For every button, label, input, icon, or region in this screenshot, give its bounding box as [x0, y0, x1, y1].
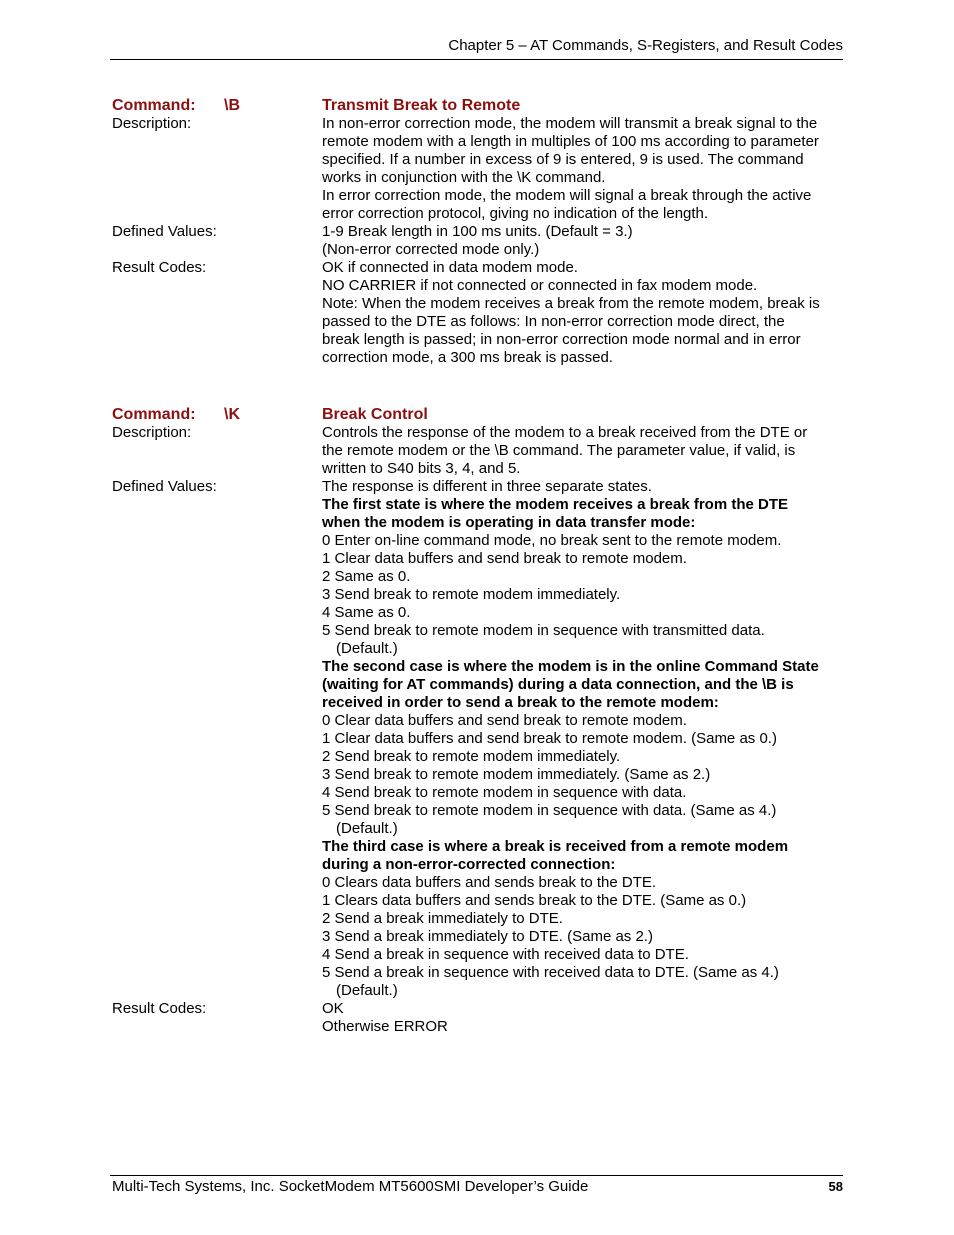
chapter-title: Chapter 5 – AT Commands, S-Registers, and Result Codes — [448, 37, 843, 54]
command-title: Break Control — [322, 406, 428, 423]
defined-values-text — [322, 478, 843, 1000]
list-item: 1 Clears data buffers and sends break to the DTE. (Same as 0.) — [322, 892, 747, 909]
list-item: 0 Enter on-line command mode, no break sent to the remote modem. — [322, 532, 782, 549]
description-label: Description: — [112, 424, 192, 441]
list-item: 2 Send break to remote modem immediately. — [322, 748, 621, 765]
text-line: remote modem with a length in multiples of 100 ms according to parameter — [322, 133, 819, 150]
header-divider — [110, 59, 843, 60]
text-line: works in conjunction with the \K command. — [322, 169, 606, 186]
defined-values-label: Defined Values: — [112, 478, 217, 495]
text-line: NO CARRIER if not connected or connected in fax modem mode. — [322, 277, 758, 294]
description-label: Description: — [112, 115, 192, 132]
list-item: 5 Send a break in sequence with received data to DTE. (Same as 4.) — [322, 964, 779, 981]
list-item: 5 Send break to remote modem in sequence with transmitted data. — [322, 622, 765, 639]
case-heading: The third case is where a break is received from a remote modem — [322, 838, 789, 855]
list-item: 5 Send break to remote modem in sequence with data. (Same as 4.) — [322, 802, 777, 819]
default-note: (Default.) — [336, 640, 398, 657]
text-line: error correction protocol, giving no indication of the length. — [322, 205, 709, 222]
defined-values-text — [322, 223, 843, 259]
footer-divider — [110, 1175, 843, 1176]
case-heading: (waiting for AT commands) during a data connection, and the \B is — [322, 676, 794, 693]
text-line: (Non-error corrected mode only.) — [322, 241, 540, 258]
result-codes-row — [112, 259, 843, 367]
page-number: 58 — [828, 1179, 843, 1194]
list-item: 2 Same as 0. — [322, 568, 411, 585]
command-title: Transmit Break to Remote — [322, 97, 521, 114]
list-item: 3 Send break to remote modem immediately. (Same as 2.) — [322, 766, 711, 783]
text-line: In non-error correction mode, the modem will transmit a break signal to the — [322, 115, 818, 132]
result-codes-text — [322, 259, 843, 367]
text-line: The response is different in three separate states. — [322, 478, 652, 495]
command-heading — [112, 405, 843, 424]
list-item: 2 Send a break immediately to DTE. — [322, 910, 563, 927]
default-note: (Default.) — [336, 982, 398, 999]
command-code: \B — [224, 97, 240, 114]
command-label: Command: — [112, 97, 196, 114]
text-line: Otherwise ERROR — [322, 1018, 448, 1035]
text-line: specified. If a number in excess of 9 is entered, 9 is used. The command — [322, 151, 804, 168]
command-block-b — [112, 96, 843, 367]
case-heading: when the modem is operating in data transfer mode: — [322, 514, 696, 531]
description-text — [322, 115, 843, 223]
text-line: break length is passed; in non-error correction mode normal and in error — [322, 331, 801, 348]
text-line: Controls the response of the modem to a break received from the DTE or — [322, 424, 808, 441]
footer-title: Multi-Tech Systems, Inc. SocketModem MT5600SMI Developer’s Guide — [112, 1178, 589, 1195]
command-label: Command: — [112, 406, 196, 423]
case-heading: during a non-error-corrected connection: — [322, 856, 616, 873]
defined-values-label: Defined Values: — [112, 223, 217, 240]
command-heading — [112, 96, 843, 115]
description-text — [322, 424, 843, 478]
result-codes-label: Result Codes: — [112, 259, 207, 276]
result-codes-text — [322, 1000, 843, 1036]
list-item: 3 Send break to remote modem immediately. — [322, 586, 621, 603]
list-item: 4 Send break to remote modem in sequence with data. — [322, 784, 687, 801]
description-row — [112, 424, 843, 478]
default-note: (Default.) — [336, 820, 398, 837]
text-line: correction mode, a 300 ms break is passed. — [322, 349, 613, 366]
list-item: 1 Clear data buffers and send break to remote modem. (Same as 0.) — [322, 730, 777, 747]
list-item: 4 Same as 0. — [322, 604, 411, 621]
defined-values-row — [112, 223, 843, 259]
case-heading: The first state is where the modem receives a break from the DTE — [322, 496, 788, 513]
result-codes-row — [112, 1000, 843, 1036]
list-item: 3 Send a break immediately to DTE. (Same as 2.) — [322, 928, 653, 945]
text-line: the remote modem or the \B command. The parameter value, if valid, is — [322, 442, 796, 459]
list-item: 1 Clear data buffers and send break to remote modem. — [322, 550, 687, 567]
text-line: In error correction mode, the modem will signal a break through the active — [322, 187, 812, 204]
command-block-k — [112, 405, 843, 1036]
list-item: 0 Clears data buffers and sends break to the DTE. — [322, 874, 657, 891]
text-line: OK — [322, 1000, 344, 1017]
text-line: passed to the DTE as follows: In non-error correction mode direct, the — [322, 313, 785, 330]
defined-values-row — [112, 478, 843, 1000]
description-row — [112, 115, 843, 223]
result-codes-label: Result Codes: — [112, 1000, 207, 1017]
text-line: 1-9 Break length in 100 ms units. (Default = 3.) — [322, 223, 633, 240]
case-heading: The second case is where the modem is in the online Command State — [322, 658, 819, 675]
page-footer — [112, 1177, 843, 1197]
case-heading: received in order to send a break to the remote modem: — [322, 694, 719, 711]
text-line: Note: When the modem receives a break from the remote modem, break is — [322, 295, 820, 312]
page-header — [110, 36, 843, 56]
text-line: OK if connected in data modem mode. — [322, 259, 578, 276]
list-item: 0 Clear data buffers and send break to remote modem. — [322, 712, 687, 729]
text-line: written to S40 bits 3, 4, and 5. — [322, 460, 521, 477]
command-code: \K — [224, 406, 240, 423]
list-item: 4 Send a break in sequence with received data to DTE. — [322, 946, 689, 963]
